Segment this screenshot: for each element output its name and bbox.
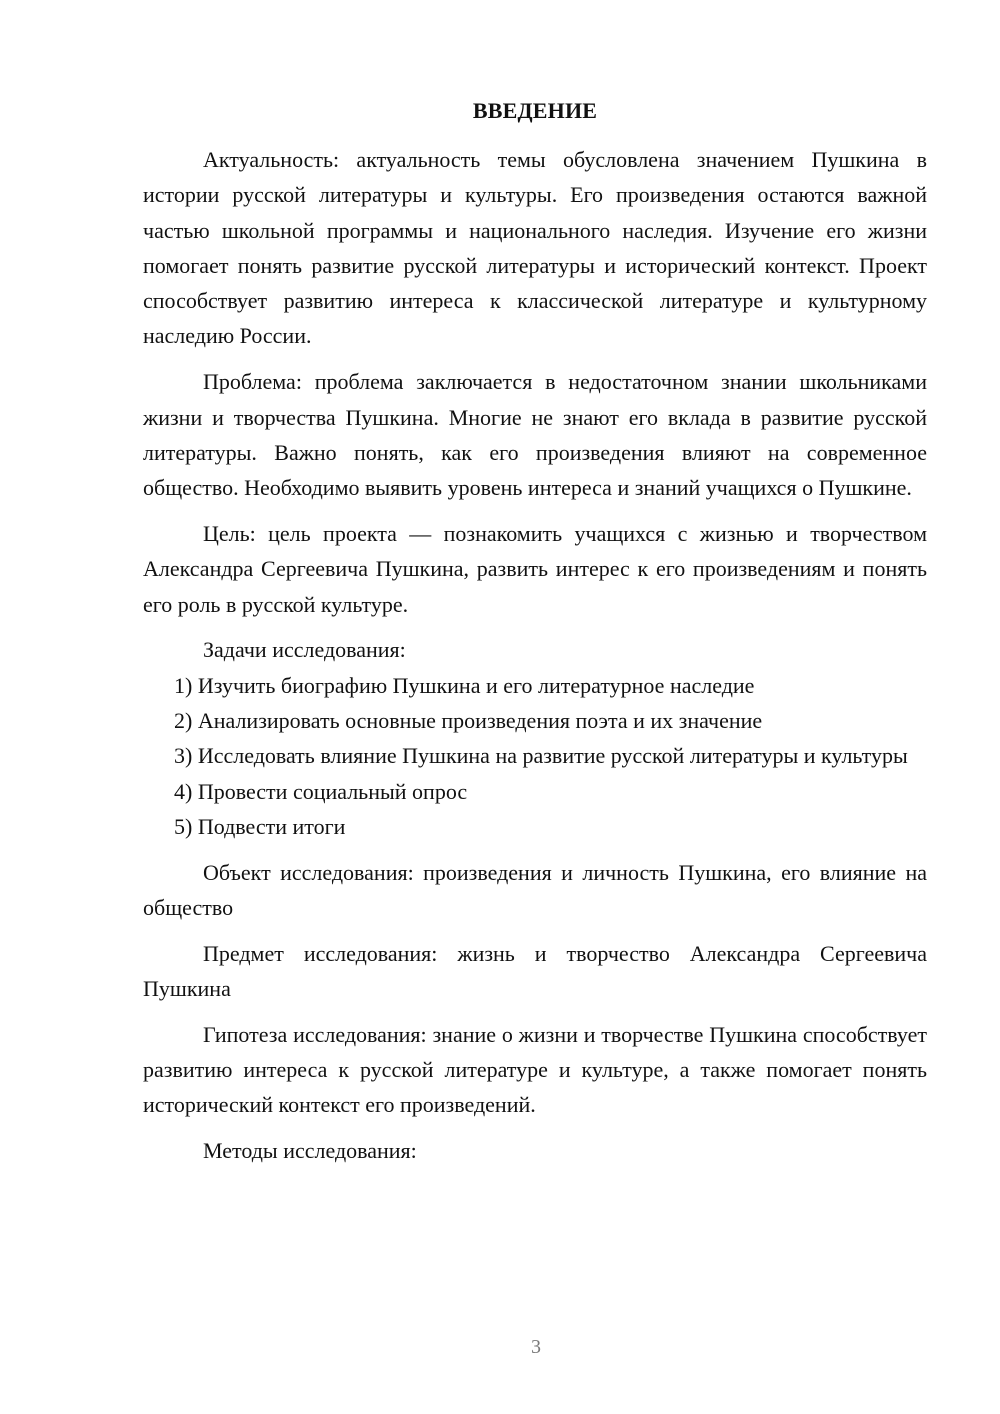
paragraph-subject: Предмет исследования: жизнь и творчество Александра Сергеевича Пушкина (143, 940, 927, 1002)
paragraph-goal: Цель: цель проекта — познакомить учащихся с жизнью и творчеством Александра Сергеевича Пушкина, развить интерес к его произведениям и понять его роль в русской культуре. (143, 520, 927, 617)
page-title: ВВЕДЕНИЕ (472, 98, 598, 123)
task-item-4: 4) Провести социальный опрос (174, 778, 468, 804)
task-item-3: 3) Исследовать влияние Пушкина на развитие русской литературы и культуры (174, 743, 908, 769)
methods-heading: Методы исследования: (203, 1138, 417, 1164)
paragraph-relevance: Актуальность: актуальность темы обусловлена значением Пушкина в истории русской литературы и культуры. Его произведения остаются важной частью школьной программы и национального наследия. Изучение его жизни помогает понять развитие русской литературы и исторический контекст. Проект способствует развитию интереса к классической литературе и культурному наследию России. (143, 147, 927, 349)
paragraph-problem: Проблема: проблема заключается в недостаточном знании школьниками жизни и творчества Пушкина. Многие не знают его вклада в развитие русской литературы. Важно понять, как его произведения влияют на современное общество. Необходимо выявить уровень интереса и знаний учащихся о Пушкине. (143, 369, 927, 501)
paragraph-object: Объект исследования: произведения и личность Пушкина, его влияние на общество (143, 859, 927, 920)
task-item-5: 5) Подвести итоги (174, 813, 346, 839)
page-number: 3 (531, 1336, 541, 1358)
task-item-1: 1) Изучить биографию Пушкина и его литературное наследие (174, 672, 755, 698)
paragraph-hypothesis: Гипотеза исследования: знание о жизни и творчестве Пушкина способствует развитию интереса к русской литературе и культуре, а также помогает понять исторический контекст его произведений. (143, 1021, 927, 1118)
page-content (143, 96, 927, 1169)
task-item-2: 2) Анализировать основные произведения поэта и их значение (174, 707, 763, 733)
tasks-heading: Задачи исследования: (203, 637, 406, 663)
